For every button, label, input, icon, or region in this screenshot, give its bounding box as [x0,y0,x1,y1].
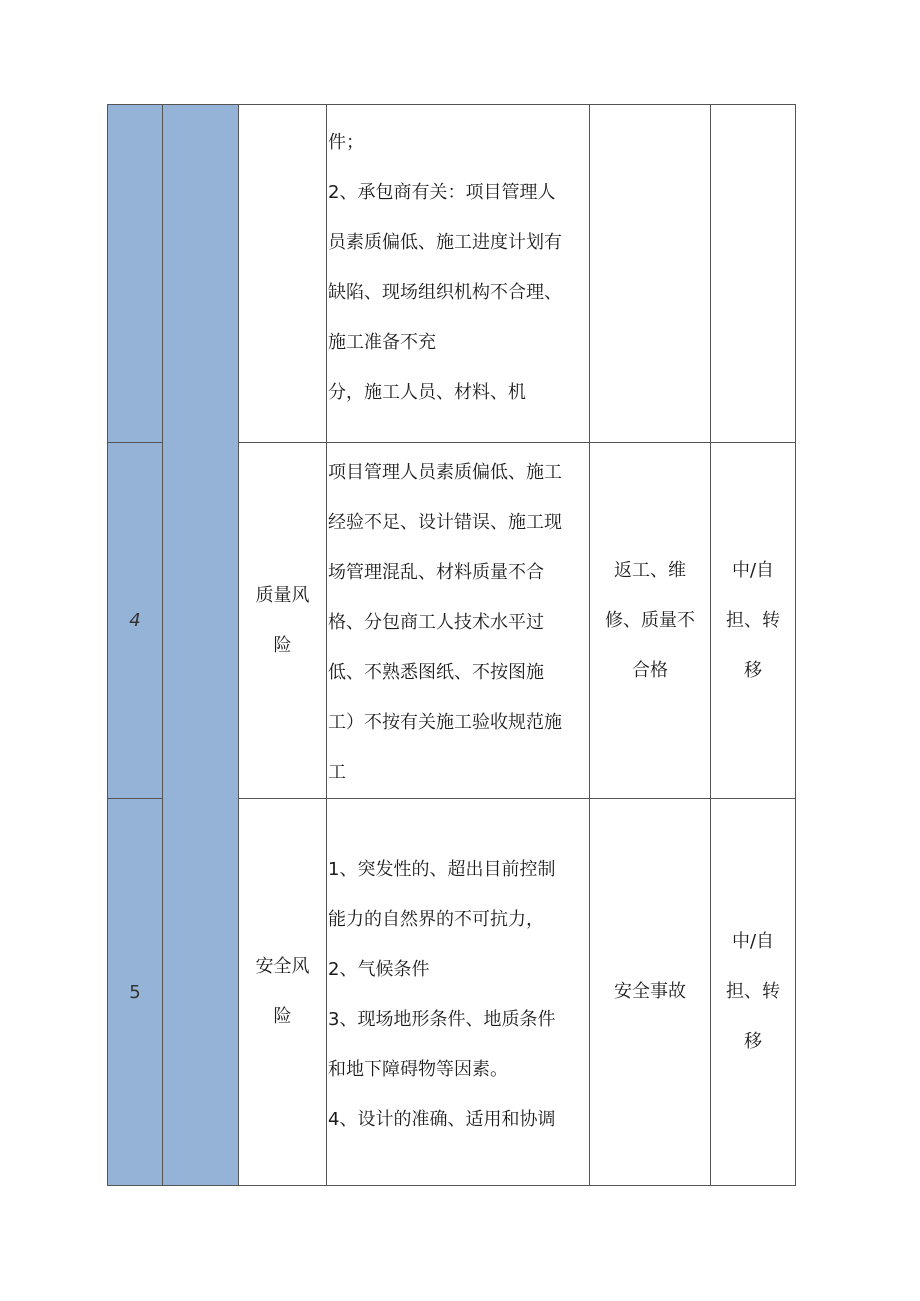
risk-description-cell [327,799,590,1186]
description-line: 件； [328,132,364,153]
table-row [108,105,796,443]
risk-table [107,104,796,1186]
consequence-line: 修、质量不 [605,609,695,631]
consequence-cell [590,443,711,799]
description-line: 低、不熟悉图纸、不按图施 [328,662,544,683]
description-line: 员素质偏低、施工进度计划有 [328,232,562,253]
description-line: 2、气候条件 [328,959,430,980]
consequence-line: 合格 [632,659,668,681]
risk-type-cell [239,799,327,1186]
measure-cell [711,443,796,799]
category-cell [163,105,239,1186]
row-number-cell: 5 [108,799,163,1186]
consequence-cell [590,799,711,1186]
description-line: 工 [328,762,346,783]
risk-description-cell [327,105,590,443]
risk-type-line: 安全风 [255,956,310,977]
description-line: 格、分包商工人技术水平过 [328,612,544,633]
description-line: 3、现场地形条件、地质条件 [328,1009,556,1030]
row-number-cell [108,105,163,443]
risk-type-line: 险 [273,1006,292,1027]
measure-line: 担、转 [726,609,780,631]
risk-description-cell [327,443,590,799]
measure-line: 担、转 [726,981,780,1002]
description-line: 施工准备不充 [328,332,436,353]
description-line: 4、设计的准确、适用和协调 [328,1109,556,1130]
measure-cell [711,799,796,1186]
description-line: 1、突发性的、超出目前控制 [328,859,556,880]
description-line: 场管理混乱、材料质量不合 [328,562,544,583]
measure-cell [711,105,796,443]
description-line: 工）不按有关施工验收规范施 [328,712,562,733]
description-line: 缺陷、现场组织机构不合理、 [328,282,562,303]
row-number-cell: 4 [108,443,163,799]
description-line: 项目管理人员素质偏低、施工 [328,462,562,483]
description-line: 分，施工人员、材料、机 [328,382,526,403]
risk-type-cell [239,105,327,443]
description-line: 2、承包商有关：项目管理人 [328,182,556,203]
measure-line: 中/自 [731,559,775,581]
description-line: 能力的自然界的不可抗力， [328,909,544,930]
measure-line: 中/自 [731,931,775,952]
description-line: 经验不足、设计错误、施工现 [328,512,562,533]
risk-type-cell [239,443,327,799]
description-line: 和地下障碍物等因素。 [328,1059,508,1080]
measure-line: 移 [744,1031,762,1052]
consequence-line: 返工、维 [614,559,686,581]
measure-line: 移 [744,659,762,681]
consequence-cell [590,105,711,443]
risk-type-line: 险 [273,634,292,656]
consequence-line: 安全事故 [614,981,686,1002]
risk-type-line: 质量风 [255,584,310,606]
